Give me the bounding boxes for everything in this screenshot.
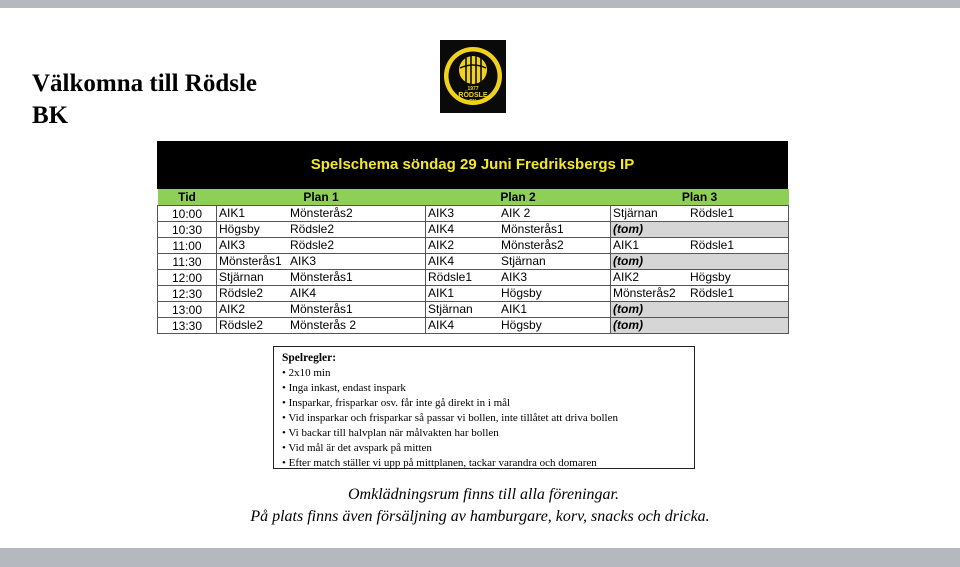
- away-team: Rödsle1: [690, 238, 735, 252]
- rule-item: • 2x10 min: [282, 367, 331, 379]
- away-team: Mönsterås1: [501, 222, 564, 236]
- home-team: AIK4: [428, 318, 455, 332]
- away-team: Högsby: [501, 318, 542, 332]
- plan-2-match: [426, 254, 611, 270]
- away-team: Högsby: [690, 270, 731, 284]
- column-header-time: Tid: [158, 189, 217, 206]
- match-time: 12:00: [158, 270, 217, 286]
- schedule-row: [158, 238, 789, 254]
- schedule-row: [158, 270, 789, 286]
- welcome-heading: [32, 68, 322, 132]
- rule-item: • Vid insparkar och frisparkar så passar vi bollen, inte tillåtet att driva bollen: [282, 412, 618, 424]
- away-team: Mönsterås 2: [290, 318, 357, 332]
- plan-3-match: [611, 238, 789, 254]
- plan-3-match: [611, 286, 789, 302]
- plan-1-match: [217, 254, 426, 270]
- away-team: AIK4: [290, 286, 317, 300]
- footer-line-changing-rooms: Omklädningsrum finns till alla föreningar.: [348, 486, 619, 503]
- plan-2-match: [426, 286, 611, 302]
- footer-notes: [0, 484, 960, 528]
- home-team: AIK2: [613, 270, 640, 284]
- away-team: AIK3: [501, 270, 528, 284]
- home-team: AIK3: [219, 238, 246, 252]
- footer-line-food-sales: På plats finns även försäljning av hamburgare, korv, snacks och dricka.: [250, 508, 710, 525]
- home-team: AIK1: [219, 206, 246, 220]
- home-team: AIK3: [428, 206, 455, 220]
- plan-2-match: [426, 270, 611, 286]
- plan-3-empty-slot: [611, 302, 789, 318]
- rule-item: • Vid mål är det avspark på mitten: [282, 442, 432, 454]
- column-header-plan-1: Plan 1: [217, 189, 426, 206]
- empty-slot-label: (tom): [613, 318, 643, 332]
- plan-3-empty-slot: [611, 222, 789, 238]
- away-team: Mönsterås2: [501, 238, 564, 252]
- crest-bk: BK: [469, 99, 477, 105]
- schedule-title: Spelschema söndag 29 Juni Fredriksbergs IP: [157, 141, 788, 189]
- plan-2-match: [426, 302, 611, 318]
- schedule-row: [158, 286, 789, 302]
- home-team: Stjärnan: [428, 302, 473, 316]
- match-time: 12:30: [158, 286, 217, 302]
- schedule-row: [158, 222, 789, 238]
- away-team: Mönsterås1: [290, 302, 353, 316]
- away-team: AIK1: [501, 302, 528, 316]
- plan-2-match: [426, 238, 611, 254]
- rule-item: • Insparkar, frisparkar osv. får inte gå direkt in i mål: [282, 397, 511, 409]
- empty-slot-label: (tom): [613, 222, 643, 236]
- rule-item: • Inga inkast, endast inspark: [282, 382, 406, 394]
- plan-3-match: [611, 270, 789, 286]
- away-team: AIK 2: [501, 206, 531, 220]
- game-rules-box: [273, 346, 695, 469]
- bottom-frame-bar: [0, 548, 960, 567]
- rule-item: • Efter match ställer vi upp på mittplanen, tackar varandra och domaren: [282, 457, 597, 469]
- home-team: AIK4: [428, 254, 455, 268]
- away-team: Stjärnan: [501, 254, 546, 268]
- away-team: Mönsterås1: [290, 270, 353, 284]
- home-team: Rödsle1: [428, 270, 473, 284]
- home-team: Rödsle2: [219, 318, 264, 332]
- plan-1-match: [217, 302, 426, 318]
- match-schedule: [157, 141, 788, 334]
- rules-list: [282, 366, 694, 471]
- home-team: Rödsle2: [219, 286, 264, 300]
- rule-item: • Vi backar till halvplan när målvakten har bollen: [282, 427, 499, 439]
- away-team: Rödsle1: [690, 286, 735, 300]
- plan-1-match: [217, 238, 426, 254]
- plan-1-match: [217, 286, 426, 302]
- match-time: 13:30: [158, 318, 217, 334]
- schedule-row: [158, 318, 789, 334]
- schedule-row: [158, 254, 789, 270]
- home-team: Mönsterås2: [613, 286, 676, 300]
- match-time: 11:30: [158, 254, 217, 270]
- crest-year: 1977: [467, 86, 479, 92]
- welcome-line-2: BK: [32, 102, 69, 129]
- away-team: Högsby: [501, 286, 542, 300]
- home-team: Mönsterås1: [219, 254, 282, 268]
- home-team: AIK2: [219, 302, 246, 316]
- plan-2-match: [426, 206, 611, 222]
- home-team: AIK2: [428, 238, 455, 252]
- match-time: 10:00: [158, 206, 217, 222]
- top-frame-bar: [0, 0, 960, 8]
- away-team: Rödsle1: [690, 206, 735, 220]
- home-team: Stjärnan: [613, 206, 658, 220]
- empty-slot-label: (tom): [613, 302, 643, 316]
- rules-title: Spelregler:: [282, 352, 337, 364]
- home-team: AIK1: [428, 286, 455, 300]
- home-team: Stjärnan: [219, 270, 264, 284]
- schedule-row: [158, 206, 789, 222]
- home-team: Högsby: [219, 222, 260, 236]
- away-team: AIK3: [290, 254, 317, 268]
- column-header-plan-3: Plan 3: [611, 189, 789, 206]
- home-team: AIK4: [428, 222, 455, 236]
- empty-slot-label: (tom): [613, 254, 643, 268]
- match-time: 13:00: [158, 302, 217, 318]
- match-time: 10:30: [158, 222, 217, 238]
- plan-1-match: [217, 206, 426, 222]
- plan-3-empty-slot: [611, 254, 789, 270]
- plan-2-match: [426, 318, 611, 334]
- match-time: 11:00: [158, 238, 217, 254]
- schedule-table: [157, 189, 789, 334]
- away-team: Mönsterås2: [290, 206, 353, 220]
- plan-1-match: [217, 222, 426, 238]
- schedule-column-headers: [158, 189, 789, 206]
- plan-1-match: [217, 270, 426, 286]
- club-logo: [440, 40, 506, 113]
- club-crest-icon: [440, 40, 506, 113]
- home-team: AIK1: [613, 238, 640, 252]
- away-team: Rödsle2: [290, 222, 335, 236]
- away-team: Rödsle2: [290, 238, 335, 252]
- crest-name: RÖDSLE: [458, 92, 488, 99]
- plan-2-match: [426, 222, 611, 238]
- plan-1-match: [217, 318, 426, 334]
- plan-3-empty-slot: [611, 318, 789, 334]
- column-header-plan-2: Plan 2: [426, 189, 611, 206]
- welcome-line-1: Välkomna till Rödsle: [32, 70, 258, 97]
- schedule-row: [158, 302, 789, 318]
- plan-3-match: [611, 206, 789, 222]
